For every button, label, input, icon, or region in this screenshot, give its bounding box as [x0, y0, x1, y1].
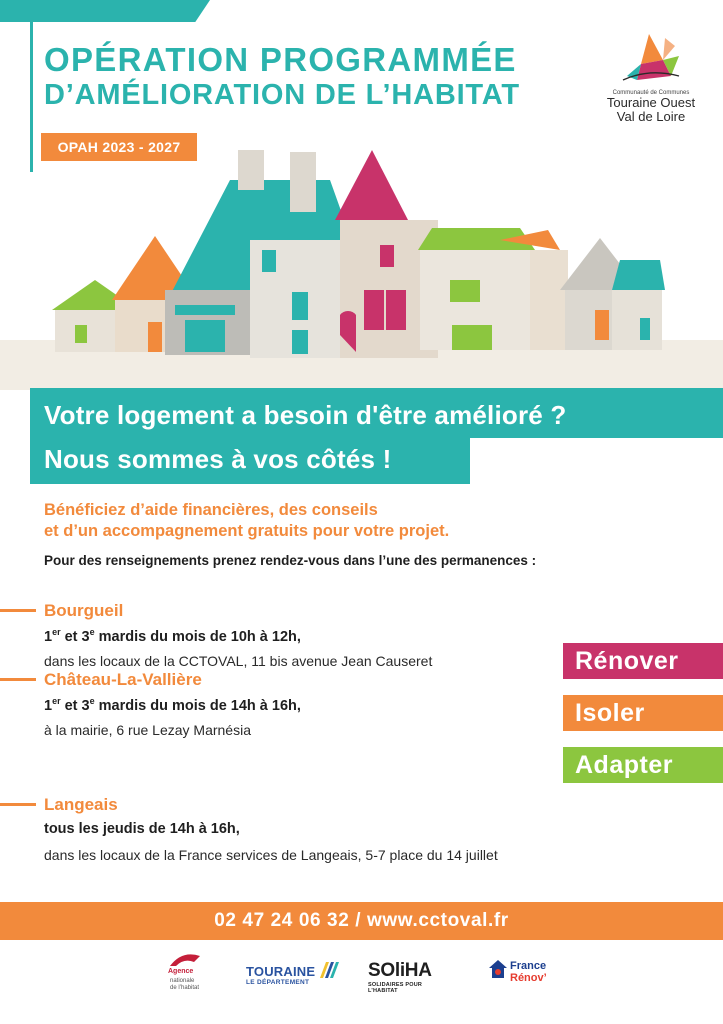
touraine-stripes-icon	[318, 962, 340, 978]
community-logo	[596, 30, 706, 130]
france-renov-line-1: France	[510, 960, 547, 972]
title-line-1: OPÉRATION PROGRAMMÉE	[44, 41, 517, 78]
intro-line-2: et d’un accompagnement gratuits pour votre projet.	[44, 522, 450, 541]
community-logo-name-1: Touraine Ouest	[606, 95, 696, 110]
permanence-dash	[0, 609, 36, 612]
banner-line-1: Votre logement a besoin d'être amélioré ?	[44, 400, 567, 430]
partner-logos	[0, 950, 723, 1010]
houses-illustration	[0, 140, 723, 390]
permanence-where: dans les locaux de la CCTOVAL, 11 bis avenue Jean Causeret	[44, 653, 433, 669]
permanence-when: 1er et 3e mardis du mois de 14h à 16h,	[44, 696, 301, 714]
community-logo-name-2: Val de Loire	[616, 108, 686, 124]
anah-line-3: de l’habitat	[170, 985, 200, 992]
anah-roof-icon	[168, 950, 202, 968]
tag-adapter: Adapter	[563, 747, 723, 783]
community-logo-icon	[619, 30, 683, 88]
intro-subline: Pour des renseignements prenez rendez-vous dans l’une des permanences :	[44, 553, 537, 568]
banner-line-2: Nous sommes à vos côtés !	[44, 444, 392, 474]
anah-line-2: nationale	[170, 978, 195, 984]
page-title	[44, 42, 520, 111]
permanence-when: tous les jeudis de 14h à 16h,	[44, 821, 240, 837]
soliha-line-1: SOliHA	[368, 960, 432, 981]
corner-accent	[0, 0, 210, 22]
permanence-where: dans les locaux de la France services de Langeais, 5-7 place du 14 juillet	[44, 847, 498, 863]
title-line-2: D’AMÉLIORATION DE L’HABITAT	[44, 78, 520, 111]
soliha-line-2: SOLIDAIRES POUR L’HABITAT	[368, 982, 423, 994]
permanence-dash	[0, 803, 36, 806]
anah-line-1: Agence	[168, 968, 194, 975]
permanence-dash	[0, 678, 36, 681]
permanence-where: à la mairie, 6 rue Lezay Marnésia	[44, 722, 251, 738]
france-renov-house-icon	[487, 958, 509, 980]
tag-renover: Rénover	[563, 643, 723, 679]
touraine-logo	[246, 950, 346, 1006]
intro-text	[44, 500, 449, 543]
permanence-name: Château-La-Vallière	[44, 670, 202, 689]
tag-isoler: Isoler	[563, 695, 723, 731]
soliha-logo	[368, 950, 452, 1006]
headline-banner	[0, 388, 723, 484]
touraine-line-1: TOURAINE	[246, 964, 316, 979]
contact-bar: 02 47 24 06 32 / www.cctoval.fr	[0, 902, 723, 940]
permanence-name: Bourgueil	[44, 601, 124, 620]
france-renov-line-2: Rénov’	[510, 972, 547, 985]
opah-badge: OPAH 2023 - 2027	[41, 133, 197, 161]
permanence-when: 1er et 3e mardis du mois de 10h à 12h,	[44, 627, 301, 645]
community-logo-small-text: Communauté de Communes	[612, 90, 690, 96]
france-renov-logo	[485, 950, 565, 1006]
permanence-name: Langeais	[44, 795, 118, 814]
intro-line-1: Bénéficiez d’aide financières, des conseils	[44, 501, 378, 519]
touraine-line-2: LE DÉPARTEMENT	[246, 979, 310, 986]
anah-logo	[168, 950, 238, 1006]
